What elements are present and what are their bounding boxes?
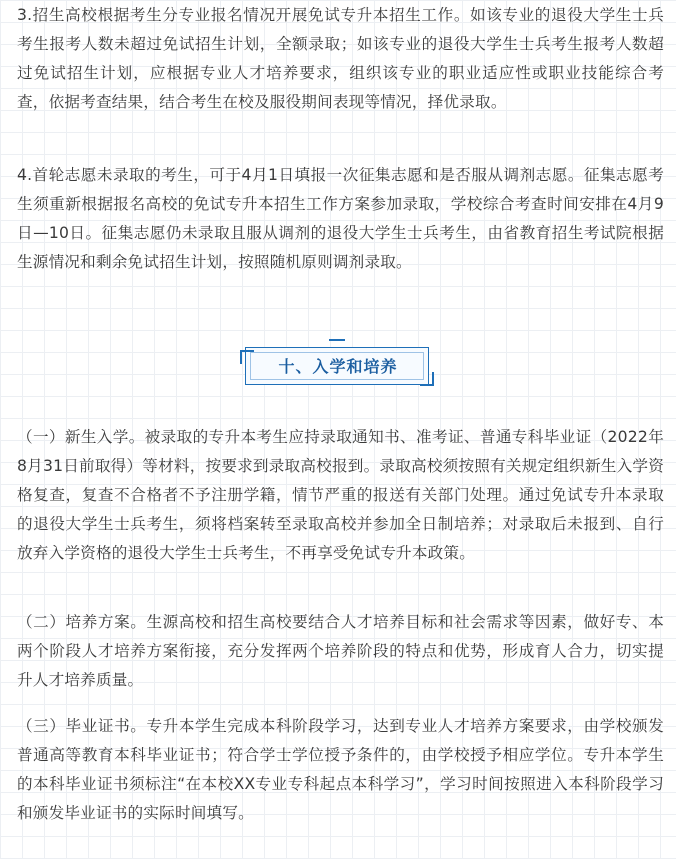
section-heading-title: 十、入学和培养 [278, 357, 398, 376]
section-heading-frame [245, 339, 431, 389]
paragraph-new-student-enrollment: （一）新生入学。被录取的专升本考生应持录取通知书、准考证、普通专科毕业证（2022年8月31日前取得）等材料，按要求到录取高校报到。录取高校须按照有关规定组织新生入学资格复查，复查不合格者不予注册学籍，情节严重的报送有关部门处理。通过免试专升本录取的退役大学生士兵考生，须将档案转至录取高校并参加全日制培养；对录取后未报到、自行放弃入学资格的退役大学生士兵考生，不再享受免试专升本政策。 [17, 428, 664, 562]
paragraph-admission-rule-4: 4.首轮志愿未录取的考生，可于4月1日填报一次征集志愿和是否服从调剂志愿。征集志愿考生须重新根据报名高校的免试专升本招生工作方案参加录取，学校综合考查时间安排在4月9日—10日。征集志愿仍未录取且服从调剂的退役大学生士兵考生，由省教育招生考试院根据生源情况和剩余免试招生计划，按照随机原则调剂录取。 [17, 166, 664, 271]
section-heading-box [245, 347, 429, 385]
paragraph-admission-rule-3: 3.招生高校根据考生分专业报名情况开展免试专升本招生工作。如该专业的退役大学生士兵考生报考人数未超过免试招生计划，全额录取；如该专业的退役大学生士兵考生报考人数超过免试招生计划，应根据专业人才培养要求，组织该专业的职业适应性或职业技能综合考查，依据考查结果，结合考生在校及服役期间表现等情况，择优录取。 [17, 6, 664, 111]
heading-decoration-tick [329, 339, 345, 347]
paragraph-graduation-certificate: （三）毕业证书。专升本学生完成本科阶段学习，达到专业人才培养方案要求，由学校颁发普通高等教育本科毕业证书；符合学士学位授予条件的，由学校授予相应学位。专升本学生的本科毕业证书须标注“在本校XX专业专科起点本科学习”，学习时间按照进入本科阶段学习和颁发毕业证书的实际时间填写。 [17, 717, 664, 822]
paragraph-training-plan: （二）培养方案。生源高校和招生高校要结合人才培养目标和社会需求等因素，做好专、本两个阶段人才培养方案衔接，充分发挥两个培养阶段的特点和优势，形成育人合力，切实提升人才培养质量。 [17, 613, 664, 689]
